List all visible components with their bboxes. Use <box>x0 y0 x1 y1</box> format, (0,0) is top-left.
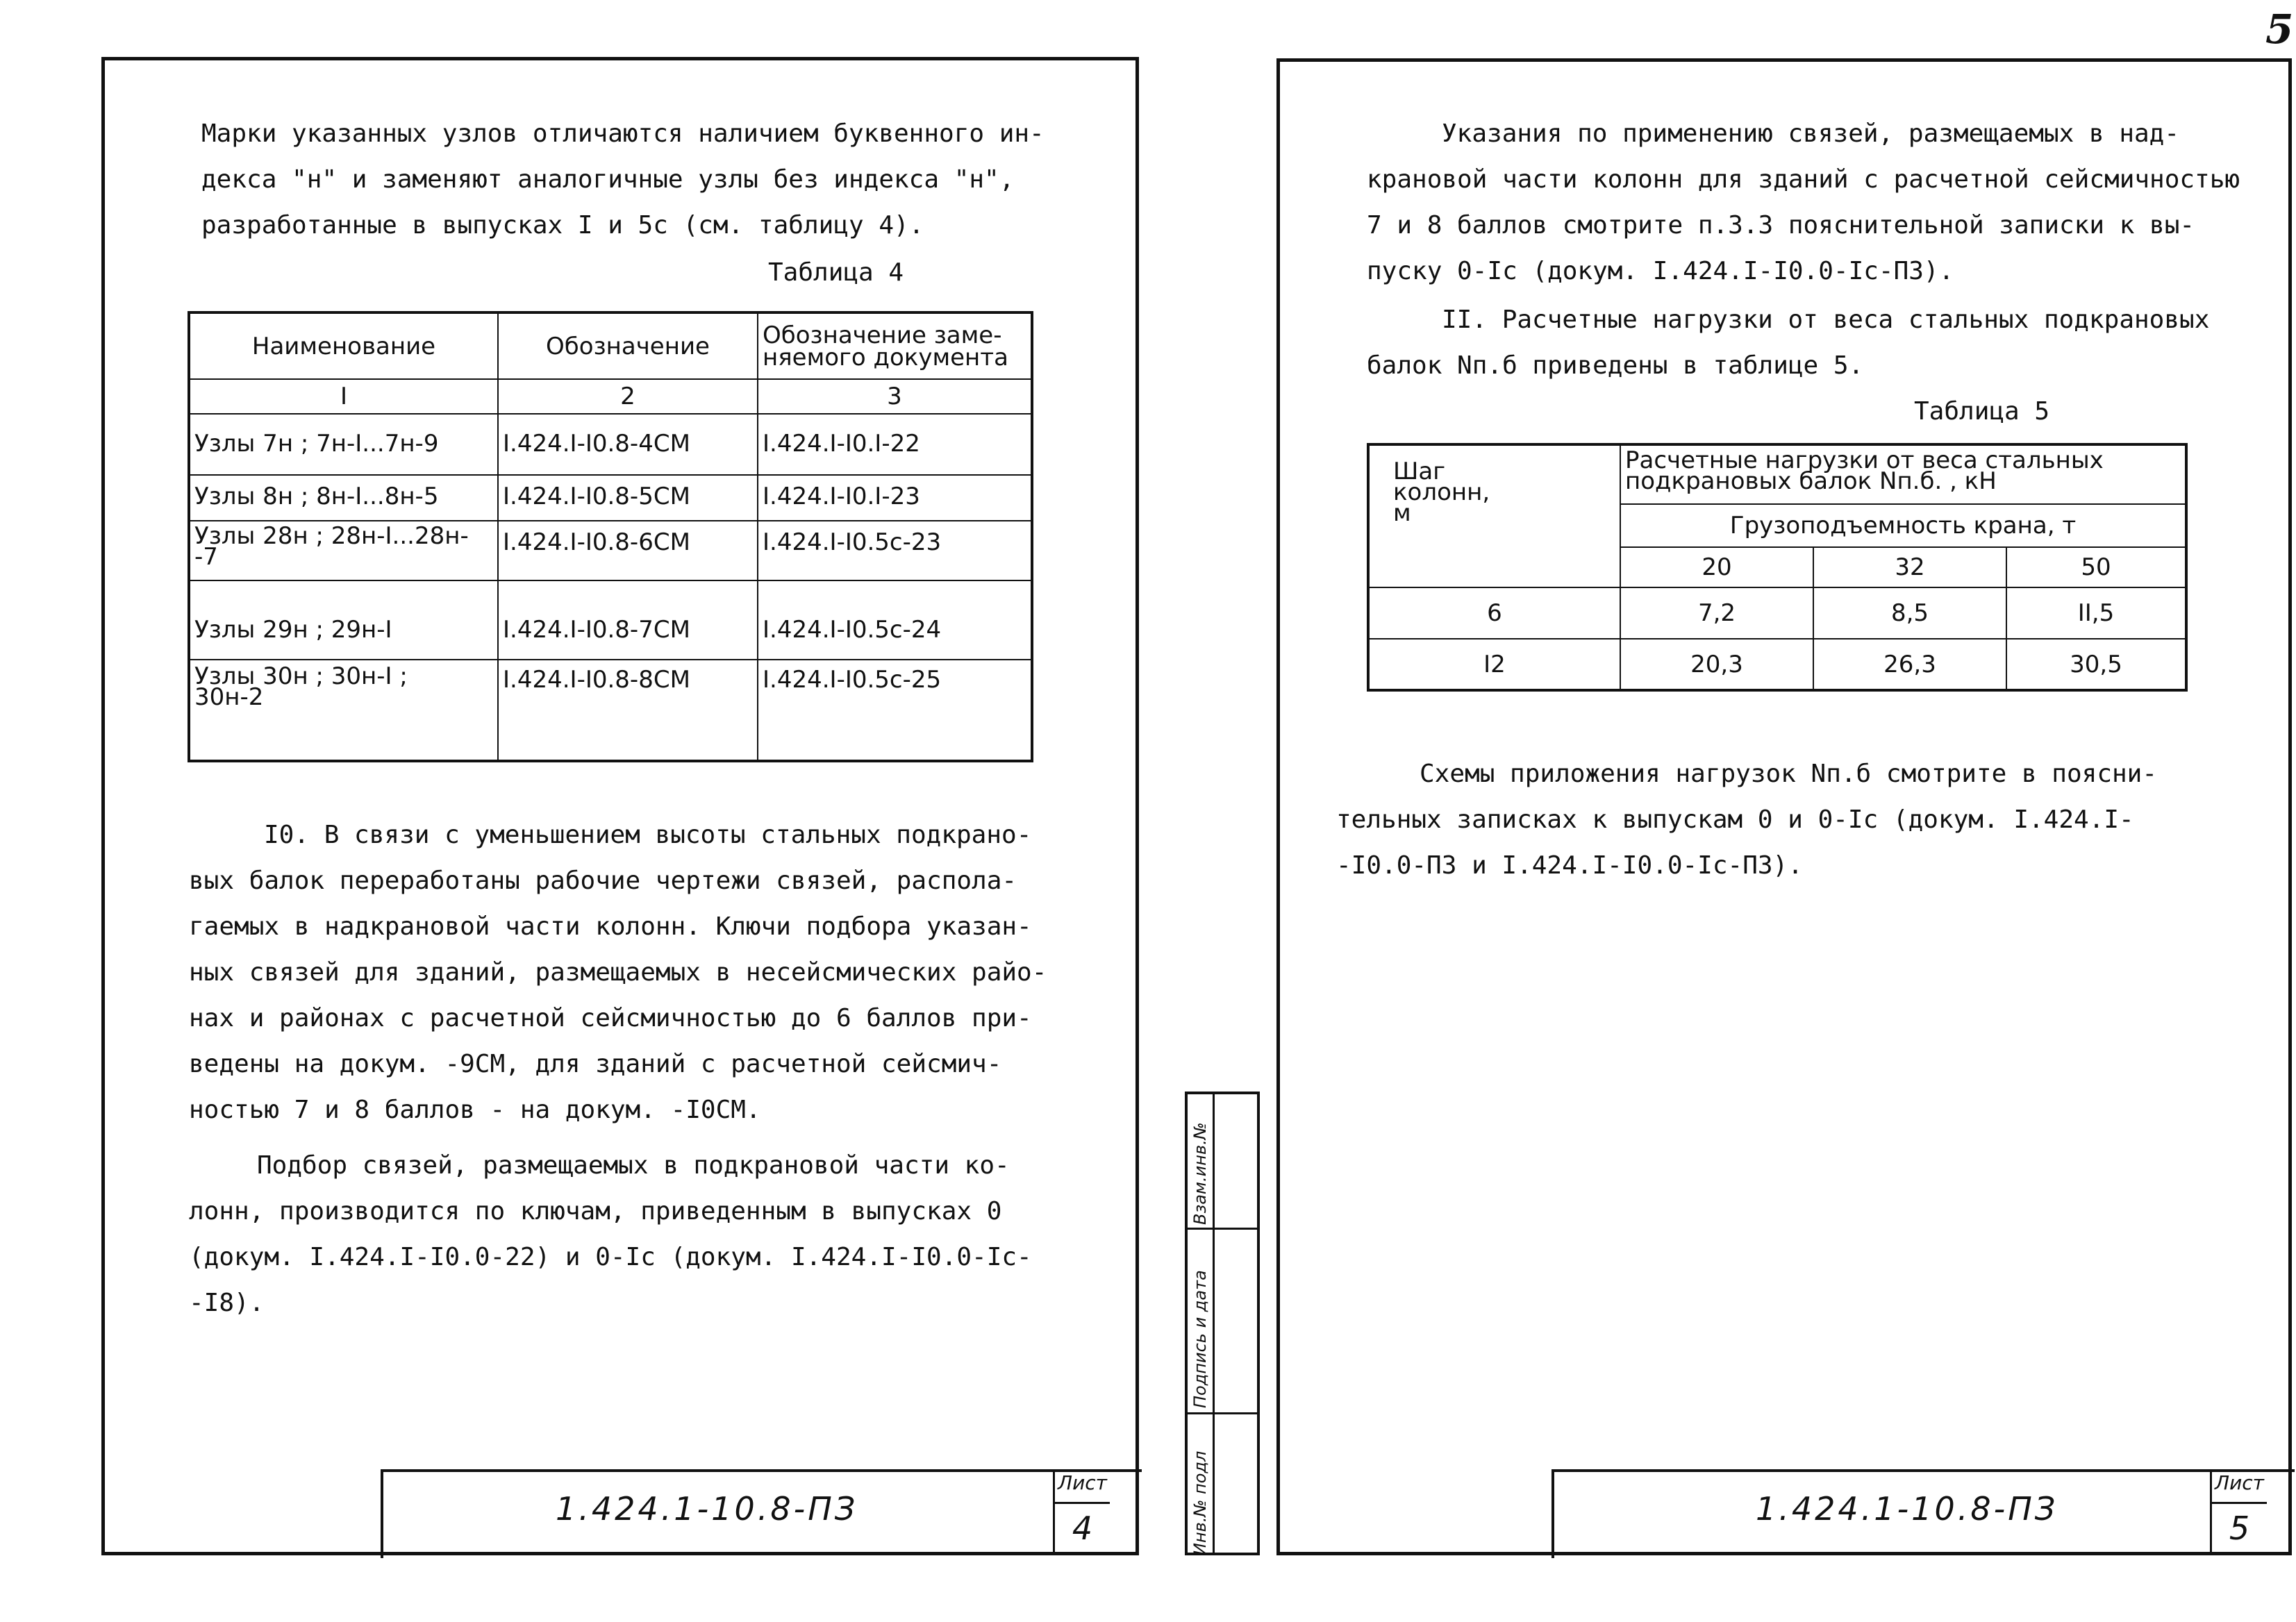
table4-cell: I.424.I-I0.8-5СМ <box>498 475 758 521</box>
table-row <box>189 475 1032 521</box>
right-sheet-number: 5 <box>2210 1502 2267 1555</box>
table5-value: 26,3 <box>1813 639 2006 690</box>
table4-cell: I.424.I-I0.I-22 <box>758 414 1032 475</box>
left-sheet-label: Лист <box>1053 1469 1110 1504</box>
para11-line-1: II. Расчетные нагрузки от веса стальных подкрановых <box>1442 306 2210 334</box>
para11-line-2: балок Nп.б приведены в таблице 5. <box>1367 351 1864 380</box>
podbor-line-4: -I8). <box>189 1289 265 1317</box>
table4-header-replaced-doc: Обозначение заме- няемого документа <box>758 312 1032 379</box>
para10-line-2: вых балок переработаны рабочие чертежи связей, распола- <box>189 867 1017 895</box>
table5-value: II,5 <box>2006 587 2186 639</box>
table5-value: 7,2 <box>1620 587 1813 639</box>
table5-capacity-32: 32 <box>1813 547 2006 587</box>
table5-header-capacity: Грузоподъемность крана, т <box>1620 504 2186 547</box>
para10-line-1: I0. В связи с уменьшением высоты стальных подкрано- <box>264 821 1032 849</box>
table-row <box>189 660 1032 761</box>
table4-cell: I.424.I-I0.5с-25 <box>758 660 1032 761</box>
table4-cell: Узлы 7н ; 7н-I...7н-9 <box>189 414 498 475</box>
right-intro-line-1: Указания по применению связей, размещаемых в над- <box>1442 119 2180 148</box>
table4-header-name: Наименование <box>189 312 498 379</box>
table5-header-column-step: Шаг колонн, м <box>1368 444 1620 587</box>
table4-cell: I.424.I-I0.5с-23 <box>758 521 1032 580</box>
binding-stamp <box>1185 1092 1260 1555</box>
table4-header-designation: Обозначение <box>498 312 758 379</box>
left-intro-line-3: разработанные в выпусках I и 5с (см. таблицу 4). <box>201 211 924 240</box>
schemes-line-2: тельных записках к выпускам 0 и 0-Iс (докум. I.424.I- <box>1336 805 2134 834</box>
schemes-line-3: -I0.0-ПЗ и I.424.I-I0.0-Iс-ПЗ). <box>1336 851 1803 880</box>
left-page-frame <box>101 57 1139 1555</box>
table-row <box>1368 639 2186 690</box>
para10-line-7: ностью 7 и 8 баллов - на докум. -I0СМ. <box>189 1096 761 1124</box>
table-5 <box>1367 443 2188 692</box>
podbor-line-2: лонн, производится по ключам, приведенным в выпусках 0 <box>189 1197 1002 1226</box>
table5-capacity-50: 50 <box>2006 547 2186 587</box>
table4-cell: Узлы 30н ; 30н-I ; 30н-2 <box>189 660 498 761</box>
table4-cell: I.424.I-I0.I-23 <box>758 475 1032 521</box>
table-row <box>189 414 1032 475</box>
table5-header-group: Расчетные нагрузки от веса стальных подкрановых балок Nп.б. , кН <box>1620 444 2186 504</box>
table4-caption: Таблица 4 <box>768 258 904 287</box>
table4-cell: Узлы 29н ; 29н-I <box>189 580 498 660</box>
table4-cell: Узлы 28н ; 28н-I...28н- -7 <box>189 521 498 580</box>
para10-line-4: ных связей для зданий, размещаемых в несейсмических райо- <box>189 958 1047 987</box>
left-sheet-number: 4 <box>1053 1502 1110 1555</box>
table4-cell: I.424.I-I0.8-7СМ <box>498 580 758 660</box>
table5-value: 20,3 <box>1620 639 1813 690</box>
table5-capacity-20: 20 <box>1620 547 1813 587</box>
stamp-label-signature-date: Подпись и дата <box>1190 1270 1210 1408</box>
table4-cell: Узлы 8н ; 8н-I...8н-5 <box>189 475 498 521</box>
table5-value: 8,5 <box>1813 587 2006 639</box>
corner-sheet-number: 5 <box>2265 6 2294 53</box>
table-4 <box>188 311 1033 762</box>
table4-cell: I.424.I-I0.5с-24 <box>758 580 1032 660</box>
left-intro-line-1: Марки указанных узлов отличаются наличием буквенного ин- <box>201 119 1045 148</box>
right-document-code: 1.424.1-10.8-ПЗ <box>1756 1490 2058 1528</box>
table4-cell: I.424.I-I0.8-8СМ <box>498 660 758 761</box>
table-row <box>189 580 1032 660</box>
table-row <box>1368 587 2186 639</box>
table4-cell: I.424.I-I0.8-6СМ <box>498 521 758 580</box>
left-document-code: 1.424.1-10.8-ПЗ <box>556 1490 858 1528</box>
para10-line-5: нах и районах с расчетной сейсмичностью до 6 баллов при- <box>189 1004 1032 1032</box>
table4-colnum-3: 3 <box>758 379 1032 414</box>
table5-step: 6 <box>1368 587 1620 639</box>
right-intro-line-3: 7 и 8 баллов смотрите п.3.3 пояснительной записки к вы- <box>1367 211 2195 240</box>
right-intro-line-2: крановой части колонн для зданий с расчетной сейсмичностью <box>1367 165 2240 194</box>
table5-value: 30,5 <box>2006 639 2186 690</box>
podbor-line-1: Подбор связей, размещаемых в подкрановой части ко- <box>257 1151 1010 1180</box>
stamp-label-replacement-inv: Взам.инв.№ <box>1190 1122 1210 1225</box>
table4-cell: I.424.I-I0.8-4СМ <box>498 414 758 475</box>
table5-caption: Таблица 5 <box>1914 397 2050 426</box>
right-sheet-label: Лист <box>2210 1469 2267 1504</box>
left-intro-line-2: декса "н" и заменяют аналогичные узлы без индекса "н", <box>201 165 1015 194</box>
para10-line-6: ведены на докум. -9СМ, для зданий с расчетной сейсмич- <box>189 1050 1002 1078</box>
table-row <box>189 521 1032 580</box>
table4-colnum-1: I <box>189 379 498 414</box>
schemes-line-1: Схемы приложения нагрузок Nп.б смотрите в поясни- <box>1420 760 2158 788</box>
table5-step: I2 <box>1368 639 1620 690</box>
right-intro-line-4: пуску 0-Iс (докум. I.424.I-I0.0-Iс-ПЗ). <box>1367 257 1954 285</box>
para10-line-3: гаемых в надкрановой части колонн. Ключи подбора указан- <box>189 912 1032 941</box>
stamp-label-inv-podl: Инв.№ подл <box>1190 1450 1210 1555</box>
podbor-line-3: (докум. I.424.I-I0.0-22) и 0-Iс (докум. I.424.I-I0.0-Iс- <box>189 1243 1032 1271</box>
table4-colnum-2: 2 <box>498 379 758 414</box>
